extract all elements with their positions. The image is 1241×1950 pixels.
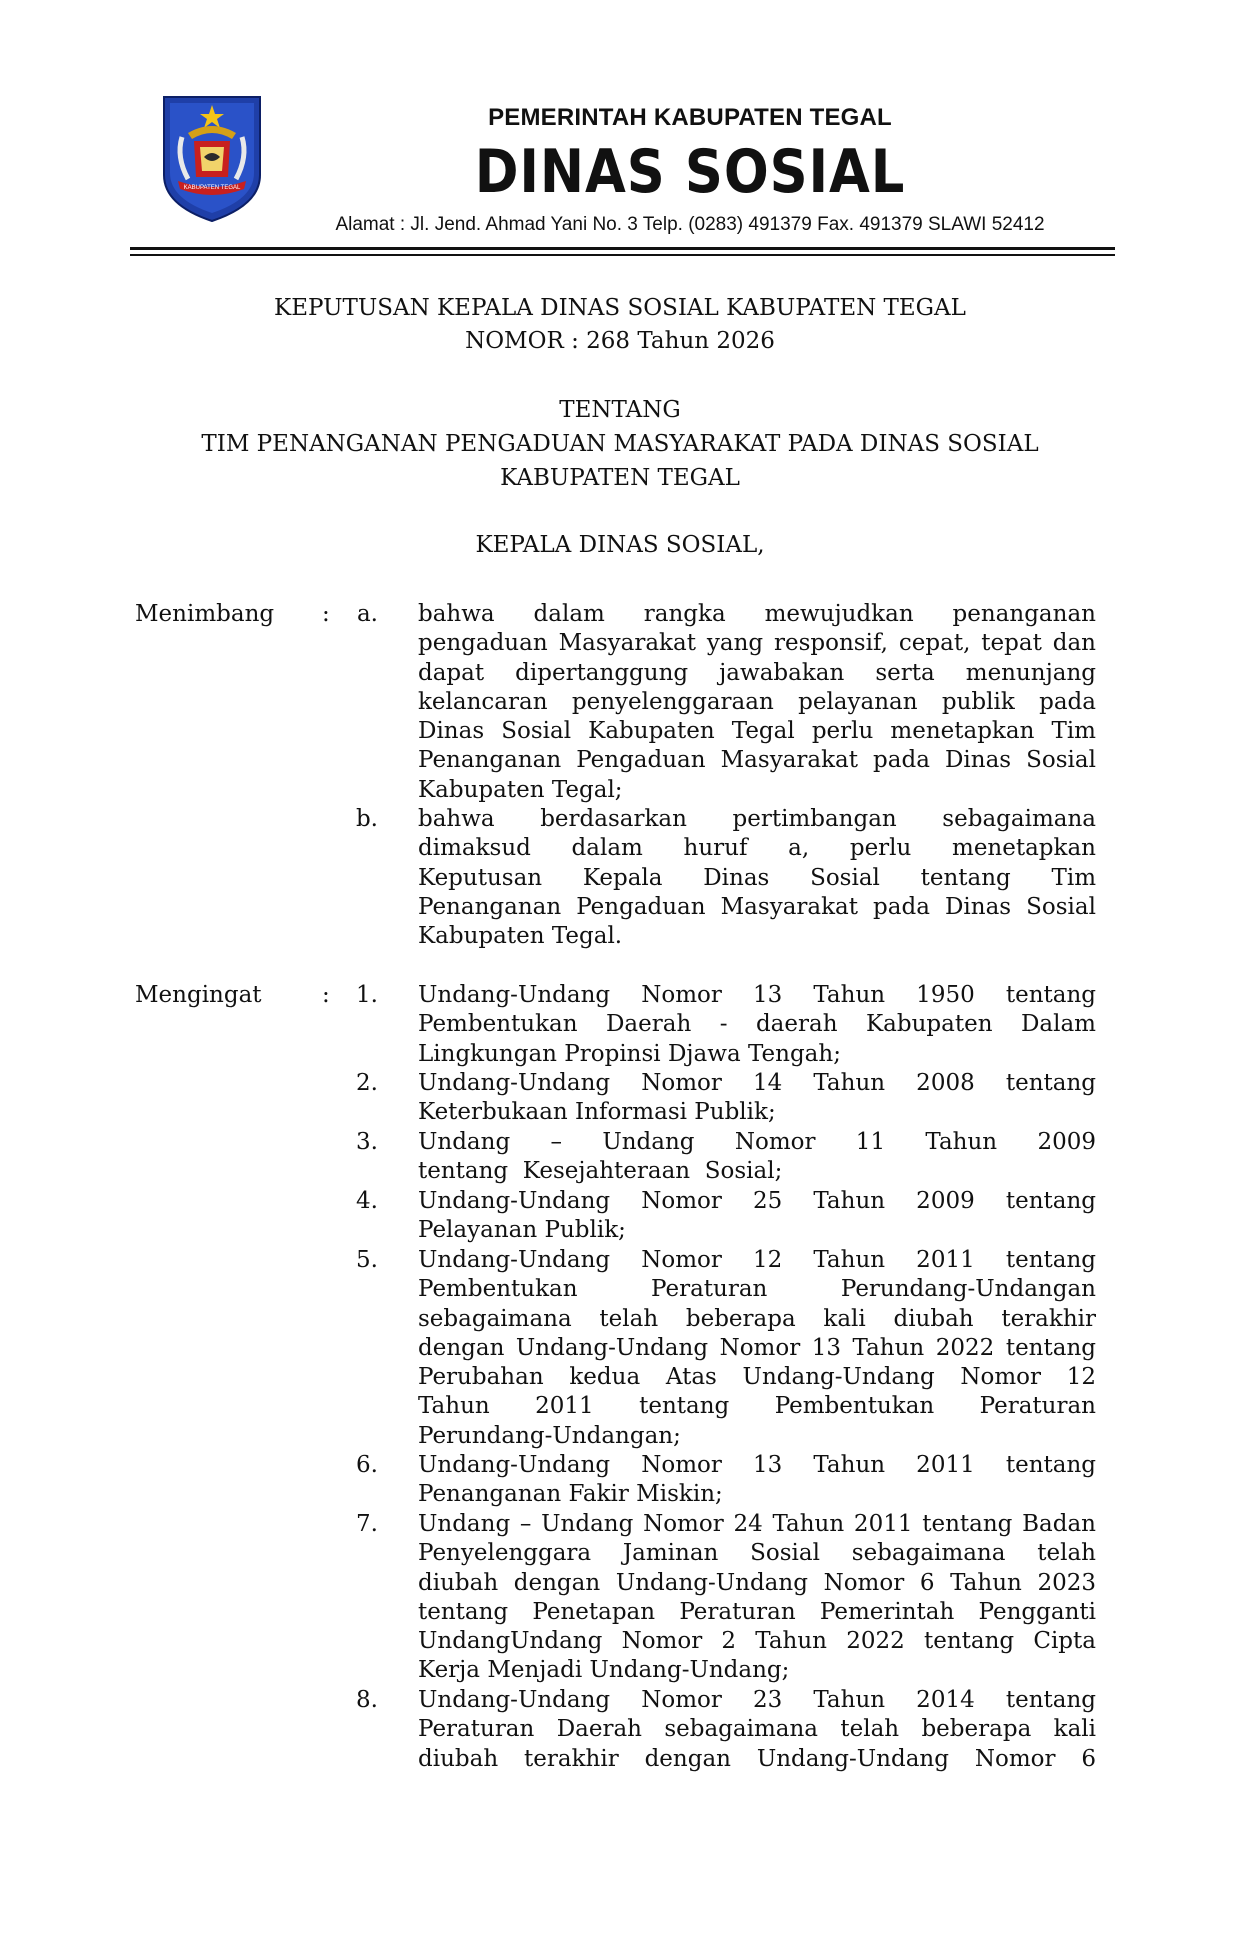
item-line: Kabupaten Tegal. [418, 923, 623, 950]
mengingat-item-marker: 5. [356, 1247, 378, 1273]
decree-number: NOMOR : 268 Tahun 2026 [465, 328, 775, 354]
mengingat-item-5 [418, 1246, 1096, 1451]
item-line: diubah terakhir dengan Undang-Undang Nomor 6 [418, 1745, 1096, 1772]
mengingat-item-marker: 3. [356, 1129, 378, 1155]
decree-official: KEPALA DINAS SOSIAL, [475, 532, 765, 558]
item-line: Kabupaten Tegal; [418, 776, 623, 803]
item-line: Penanganan Fakir Miskin; [418, 1481, 723, 1508]
item-line: Undang – Undang Nomor 11 Tahun 2009 [418, 1129, 1096, 1155]
svg-text:KABUPATEN TEGAL: KABUPATEN TEGAL [183, 185, 241, 191]
item-line: Penanganan Pengaduan Masyarakat pada Dinas Sosial [418, 747, 1096, 774]
mengingat-item-3 [418, 1128, 1096, 1187]
item-line: Pelayanan Publik; [418, 1217, 626, 1244]
item-line: Undang-Undang Nomor 13 Tahun 1950 tentang [418, 982, 1096, 1008]
mengingat-item-6 [418, 1451, 1096, 1510]
decree-about: TENTANG [559, 397, 681, 423]
item-line: Peraturan Daerah sebagaimana telah beberapa kali [418, 1716, 1096, 1743]
mengingat-colon: : [322, 982, 330, 1008]
item-line: sebagaimana telah beberapa kali diubah terakhir [418, 1305, 1096, 1332]
decree-subject-line1: TIM PENANGANAN PENGADUAN MASYARAKAT PADA DINAS SOSIAL [201, 431, 1039, 457]
item-line: tentang Penetapan Peraturan Pemerintah Pengganti [418, 1598, 1096, 1625]
item-line: Undang-Undang Nomor 12 Tahun 2011 tentang [418, 1247, 1096, 1273]
item-line: UndangUndang Nomor 2 Tahun 2022 tentang Cipta [418, 1628, 1096, 1655]
item-line: Keterbukaan Informasi Publik; [418, 1099, 776, 1126]
item-line: Dinas Sosial Kabupaten Tegal perlu menetapkan Tim [418, 718, 1096, 745]
item-line: dimaksud dalam huruf a, perlu menetapkan [418, 835, 1096, 862]
decree-subject-line2: KABUPATEN TEGAL [500, 465, 740, 491]
item-line: Keputusan Kepala Dinas Sosial tentang Tim [418, 864, 1096, 891]
item-line: Pembentukan Daerah - daerah Kabupaten Dalam [418, 1011, 1096, 1038]
decree-title: KEPUTUSAN KEPALA DINAS SOSIAL KABUPATEN TEGAL [274, 295, 966, 321]
item-line: Undang – Undang Nomor 24 Tahun 2011 tentang Badan [418, 1511, 1096, 1537]
item-line: Undang-Undang Nomor 23 Tahun 2014 tentang [418, 1687, 1096, 1713]
mengingat-item-marker: 1. [356, 982, 378, 1008]
item-line: Undang-Undang Nomor 25 Tahun 2009 tentang [418, 1188, 1096, 1214]
mengingat-item-2 [418, 1069, 1096, 1128]
item-line: kelancaran penyelenggaraan pelayanan publik pada [418, 688, 1096, 715]
item-line: tentang Kesejahteraan Sosial; [418, 1158, 783, 1185]
item-line: Pembentukan Peraturan Perundang-Undangan [418, 1276, 1096, 1303]
agency-address: Alamat : Jl. Jend. Ahmad Yani No. 3 Telp. (0283) 491379 Fax. 491379 SLAWI 52412 [335, 214, 1045, 235]
item-line: Undang-Undang Nomor 14 Tahun 2008 tentang [418, 1070, 1096, 1096]
kabupaten-tegal-emblem [158, 93, 266, 223]
mengingat-label: Mengingat [135, 982, 262, 1008]
mengingat-item-marker: 4. [356, 1188, 378, 1214]
menimbang-label: Menimbang [135, 601, 275, 627]
item-line: dapat dipertanggung jawabakan serta menunjang [418, 659, 1096, 686]
item-line: Tahun 2011 tentang Pembentukan Peraturan [418, 1393, 1096, 1420]
mengingat-item-marker: 8. [356, 1687, 378, 1713]
agency-name: DINAS SOSIAL [474, 137, 906, 207]
item-line: Perubahan kedua Atas Undang-Undang Nomor 12 [418, 1364, 1096, 1391]
item-line: Undang-Undang Nomor 13 Tahun 2011 tentang [418, 1452, 1096, 1478]
item-line: pengaduan Masyarakat yang responsif, cepat, tepat dan [418, 630, 1096, 657]
item-line: Lingkungan Propinsi Djawa Tengah; [418, 1040, 841, 1067]
item-line: Perundang-Undangan; [418, 1422, 681, 1449]
mengingat-item-7 [418, 1510, 1096, 1686]
mengingat-item-8 [418, 1686, 1096, 1774]
menimbang-item-marker: b. [355, 806, 378, 832]
letterhead-rule-thin [130, 254, 1115, 256]
item-line: diubah dengan Undang-Undang Nomor 6 Tahun 2023 [418, 1569, 1096, 1596]
menimbang-item-b [418, 805, 1096, 951]
mengingat-item-4 [418, 1187, 1096, 1246]
item-line: bahwa berdasarkan pertimbangan sebagaimana [418, 806, 1096, 832]
government-name: PEMERINTAH KABUPATEN TEGAL [488, 104, 892, 131]
mengingat-item-marker: 7. [356, 1511, 378, 1537]
menimbang-item-marker: a. [356, 601, 378, 627]
item-line: Penyelenggara Jaminan Sosial sebagaimana telah [418, 1540, 1096, 1567]
mengingat-item-marker: 6. [356, 1452, 378, 1478]
letterhead-rule-thick [130, 247, 1115, 250]
mengingat-item-1 [418, 981, 1096, 1069]
item-line: dengan Undang-Undang Nomor 13 Tahun 2022 tentang [418, 1334, 1096, 1361]
item-line: bahwa dalam rangka mewujudkan penanganan [418, 601, 1096, 627]
item-line: Penanganan Pengaduan Masyarakat pada Dinas Sosial [418, 893, 1096, 920]
mengingat-item-marker: 2. [356, 1070, 378, 1096]
item-line: Kerja Menjadi Undang-Undang; [418, 1657, 790, 1684]
menimbang-colon: : [322, 601, 330, 627]
menimbang-item-a [418, 600, 1096, 805]
